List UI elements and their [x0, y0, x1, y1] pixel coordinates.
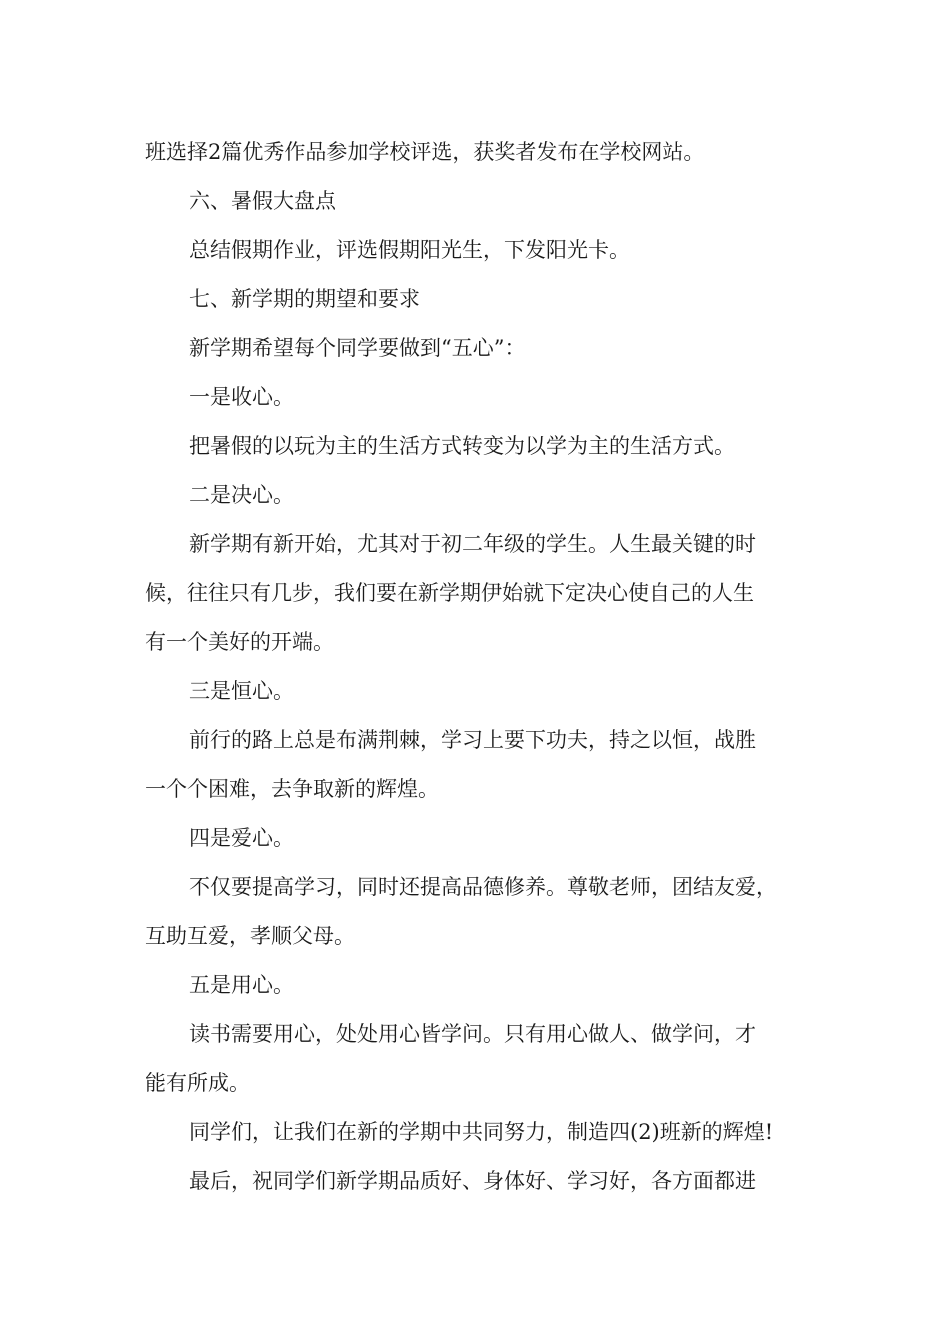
- subheading: 二是决心。: [189, 483, 294, 507]
- text-line: 候，往往只有几步，我们要在新学期伊始就下定决心使自己的人生: [145, 581, 754, 605]
- text-line: 最后，祝同学们新学期品质好、身体好、学习好，各方面都进: [189, 1169, 756, 1193]
- text-line: 互助互爱，孝顺父母。: [145, 924, 355, 948]
- subheading: 三是恒心。: [189, 679, 294, 703]
- section-heading: 七、新学期的期望和要求: [189, 287, 420, 311]
- text-line: 同学们，让我们在新的学期中共同努力，制造四(2)班新的辉煌!: [189, 1120, 774, 1144]
- subheading: 一是收心。: [189, 385, 294, 409]
- text-line: 新学期希望每个同学要做到“五心”：: [189, 336, 526, 360]
- text-line: 总结假期作业，评选假期阳光生，下发阳光卡。: [189, 238, 630, 262]
- text-line: 能有所成。: [145, 1071, 250, 1095]
- text-line: 一个个困难，去争取新的辉煌。: [145, 777, 439, 801]
- text-line: 新学期有新开始，尤其对于初二年级的学生。人生最关键的时: [189, 532, 756, 556]
- section-heading: 六、暑假大盘点: [189, 189, 336, 213]
- text-line: 前行的路上总是布满荆棘，学习上要下功夫，持之以恒，战胜: [189, 728, 756, 752]
- text-line: 读书需要用心，处处用心皆学问。只有用心做人、做学问，才: [189, 1022, 756, 1046]
- subheading: 四是爱心。: [189, 826, 294, 850]
- document-body: [145, 128, 825, 1206]
- text-line: 不仅要提高学习，同时还提高品德修养。尊敬老师，团结友爱，: [189, 875, 777, 899]
- text-line: 有一个美好的开端。: [145, 630, 334, 654]
- text-line: 班选择2篇优秀作品参加学校评选，获奖者发布在学校网站。: [145, 140, 705, 164]
- text-line: 把暑假的以玩为主的生活方式转变为以学为主的生活方式。: [189, 434, 735, 458]
- subheading: 五是用心。: [189, 973, 294, 997]
